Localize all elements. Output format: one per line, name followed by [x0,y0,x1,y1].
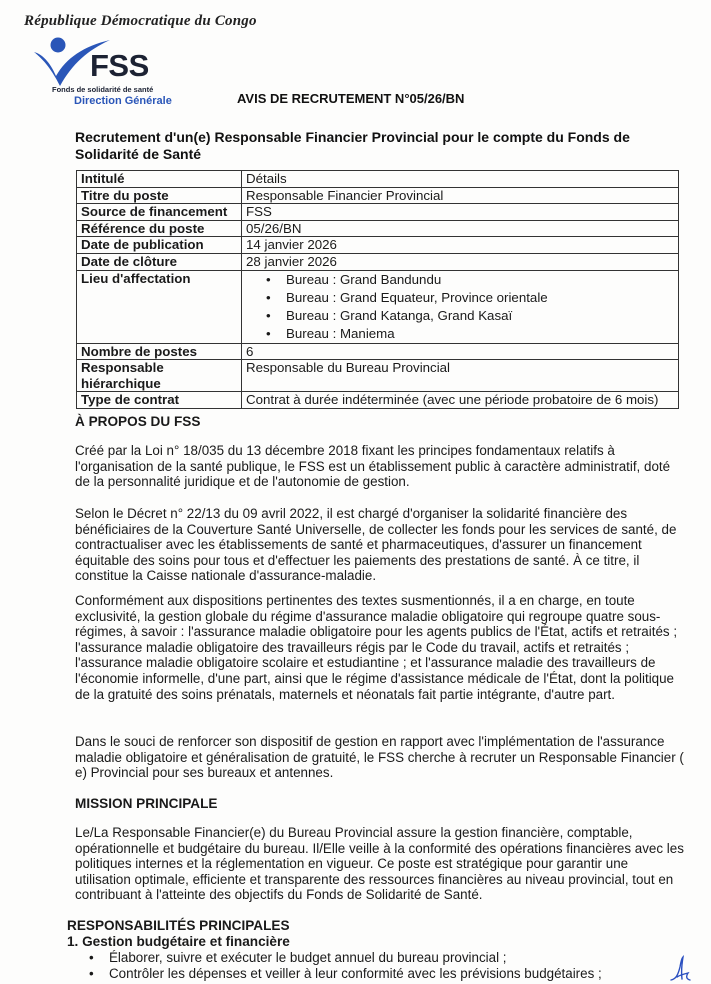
logo-acronym: FSS [90,48,149,83]
mission-paragraph: Le/La Responsable Financier(e) du Bureau Provincial assure la gestion financière, comptable, opérationnelle et budgétaire du bureau. Il/Elle veille à la conformité des opérations financières avec les politiques internes et la réglementation en vigueur. Ce poste est stratégique pour garantir une utilisation optimale, efficiente et transparente des ressources financières au niveau provincial, tout en contribuant à l'atteinte des objectifs du Fonds de Solidarité de Santé. [75,825,684,903]
row-value: FSS [242,204,679,221]
row-value: Responsable Financier Provincial [242,187,679,204]
responsibility-item: • Élaborer, suivre et exécuter le budget annuel du bureau provincial ; [89,950,685,966]
notice-title: AVIS DE RECRUTEMENT N°05/26/BN [237,91,465,106]
job-info-table [76,170,679,409]
row-value: 05/26/BN [242,220,679,237]
row-value: 14 janvier 2026 [242,237,679,254]
location-item: • Bureau : Maniema [266,325,674,343]
responsibilities-list [75,950,685,981]
responsibility-item: • Contrôler les dépenses et veiller à leur conformité avec les prévisions budgétaires ; [89,966,685,982]
table-header-key: Intitulé [77,171,242,188]
table-row-location [77,270,679,343]
location-item: • Bureau : Grand Equateur, Province orientale [266,289,674,307]
table-row [77,343,679,360]
table-row [77,187,679,204]
row-key: Source de financement [77,204,242,221]
row-key: Titre du poste [77,187,242,204]
table-row [77,360,679,392]
recruitment-title: Recrutement d'un(e) Responsable Financier Provincial pour le compte du Fonds de Solidarité de Santé [75,129,630,162]
table-row [77,204,679,221]
row-key: Nombre de postes [77,343,242,360]
about-heading: À PROPOS DU FSS [75,414,201,429]
row-key: Date de publication [77,237,242,254]
responsibilities-subheading: 1. Gestion budgétaire et financière [67,934,290,949]
about-paragraph: Créé par la Loi n° 18/035 du 13 décembre 2018 fixant les principes fondamentaux relatifs à l'organisation de la santé publique, le FSS est un établissement public à caractère administratif, doté de la personnalité juridique et de l'autonomie de gestion. [75,443,671,490]
location-item: • Bureau : Grand Bandundu [266,271,674,289]
row-key: Date de clôture [77,253,242,270]
row-value: 6 [242,343,679,360]
responsibilities-heading: RESPONSABILITÉS PRINCIPALES [67,918,290,933]
country-header: République Démocratique du Congo [24,13,257,29]
row-value: Contrat à durée indéterminée (avec une période probatoire de 6 mois) [242,392,679,409]
table-row [77,220,679,237]
location-list [246,271,674,343]
row-key: Responsable hiérarchique [77,360,242,392]
row-value: 28 janvier 2026 [242,253,679,270]
location-item: • Bureau : Grand Katanga, Grand Kasaï [266,307,674,325]
table-row [77,237,679,254]
about-paragraph: Selon le Décret n° 22/13 du 09 avril 2022, il est chargé d'organiser la solidarité financière des bénéficiaires de la Couverture Santé Universelle, de collecter les fonds pour les services de santé, de contractualiser avec les établissements de santé et pharmaceutiques, d'assurer un financement équitable des soins pour tous et d'effectuer les paiements des prestations de santé. À ce titre, il constitue la Caisse nationale d'assurance-maladie. [75,506,677,584]
row-key: Lieu d'affectation [77,270,242,343]
logo-full-name: Fonds de solidarité de santé [52,85,154,94]
table-row [77,392,679,409]
fss-logo [32,36,182,106]
about-paragraph: Conformément aux dispositions pertinentes des textes susmentionnés, il a en charge, en toute exclusivité, la gestion globale du régime d'assurance maladie obligatoire qui regroupe quatre sous-régimes, à savoir : l'assurance maladie obligatoire pour les agents publics de l'État, actifs et retraités ; l'assurance maladie obligatoire des travailleurs régis par le Code du travail, actifs et retraités ; l'assurance maladie obligatoire scolaire et estudiantine ; et l'assurance maladie des travailleurs de l'économie informelle, d'une part, ainsi que le régime d'assistance médicale de l'État, dont la politique de la gratuité des soins prénatals, maternels et néonatals fait partie intégrante, d'autre part. [75,593,678,702]
row-key: Type de contrat [77,392,242,409]
row-key: Référence du poste [77,220,242,237]
signature-initials-icon [668,955,692,983]
mission-heading: MISSION PRINCIPALE [75,796,218,811]
row-value: Responsable du Bureau Provincial [242,360,679,392]
about-paragraph: Dans le souci de renforcer son dispositif de gestion en rapport avec l'implémentation de l'assurance maladie obligatoire et généralisation de gratuité, le FSS cherche à recruter un Responsable Financier ( e) Provincial pour ses bureaux et antennes. [75,734,684,781]
table-header-row [77,171,679,188]
logo-department: Direction Générale [74,95,172,107]
table-row [77,253,679,270]
table-header-value: Détails [242,171,679,188]
